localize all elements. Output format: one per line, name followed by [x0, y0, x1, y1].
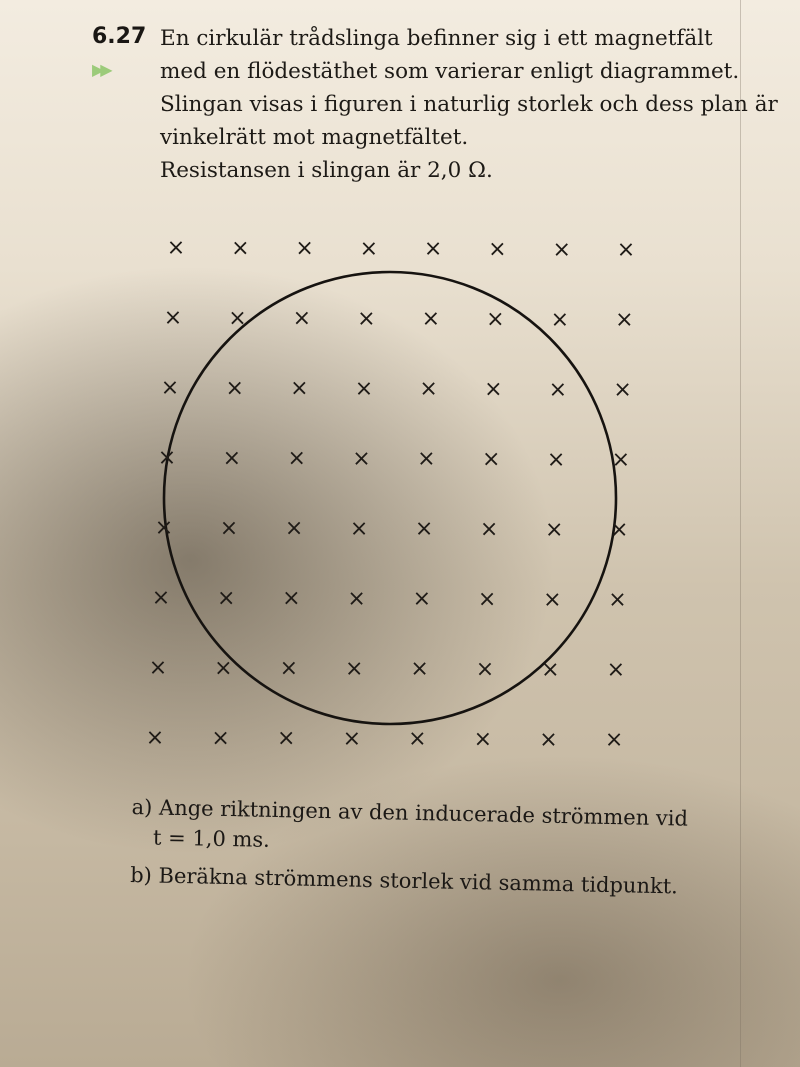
field-cross-mark: ×	[543, 587, 562, 613]
field-cross-mark: ×	[354, 376, 374, 402]
field-cross-mark: ×	[216, 585, 236, 611]
field-cross-mark: ×	[539, 727, 558, 753]
field-cross-mark: ×	[616, 237, 636, 263]
field-cross-mark: ×	[552, 237, 571, 263]
field-cross-mark: ×	[475, 657, 495, 682]
field-cross-mark: ×	[166, 235, 186, 261]
field-cross-mark: ×	[352, 446, 371, 472]
field-cross-mark: ×	[231, 235, 250, 261]
field-cross-mark: ×	[541, 657, 560, 683]
field-cross-mark: ×	[481, 447, 501, 472]
field-cross-mark: ×	[154, 515, 174, 541]
field-cross-mark: ×	[410, 656, 429, 682]
field-cross-mark: ×	[419, 376, 438, 402]
field-cross-mark: ×	[609, 517, 629, 543]
field-cross-mark: ×	[282, 586, 301, 612]
field-cross-mark: ×	[486, 307, 505, 332]
question-a: a) Ange riktningen av den inducerade strömmen vid	[131, 794, 689, 831]
field-cross-mark: ×	[290, 376, 309, 402]
field-cross-mark: ×	[211, 725, 230, 751]
field-cross-mark: ×	[357, 306, 376, 332]
field-cross-mark: ×	[295, 236, 314, 262]
field-cross-mark: ×	[292, 306, 312, 332]
field-cross-mark: ×	[163, 305, 183, 331]
field-cross-mark: ×	[546, 447, 566, 473]
field-cross-mark: ×	[604, 727, 624, 753]
field-cross-mark: ×	[148, 655, 168, 681]
field-cross-mark: ×	[276, 726, 296, 752]
field-cross-mark: ×	[219, 515, 239, 541]
field-cross-mark: ×	[344, 656, 364, 682]
field-cross-mark: ×	[606, 657, 626, 683]
field-cross-mark: ×	[412, 586, 432, 612]
problem-number: 6.27	[92, 24, 147, 49]
question-b: b) Beräkna strömmens storlek vid samma tidpunkt.	[130, 862, 679, 899]
field-cross-mark: ×	[359, 236, 379, 262]
field-cross-mark: ×	[342, 726, 362, 752]
field-cross-mark: ×	[145, 725, 165, 751]
question-a-time: t = 1,0 ms.	[152, 825, 271, 852]
field-cross-mark: ×	[488, 237, 507, 262]
problem-text-line: Resistansen i slingan är 2,0 Ω.	[160, 158, 493, 183]
field-cross-mark: ×	[349, 516, 369, 542]
field-cross-mark: ×	[611, 447, 631, 473]
field-cross-mark: ×	[225, 375, 244, 401]
field-cross-mark: ×	[423, 236, 443, 262]
field-cross-mark: ×	[484, 377, 503, 402]
problem-text-line: med en flödestäthet som varierar enligt diagrammet.	[160, 59, 740, 84]
field-cross-mark: ×	[279, 656, 299, 682]
field-cross-mark: ×	[550, 307, 570, 333]
field-cross-mark: ×	[548, 377, 568, 403]
field-cross-mark: ×	[408, 726, 427, 752]
problem-text-line: Slingan visas i figuren i naturlig storlek och dess plan är	[160, 92, 778, 117]
field-cross-mark: ×	[421, 306, 441, 332]
field-cross-mark: ×	[228, 305, 247, 331]
field-cross-mark: ×	[479, 517, 499, 542]
double-arrow-icon: ▶▶	[92, 60, 109, 79]
field-cross-mark: ×	[284, 516, 304, 542]
field-cross-mark: ×	[477, 587, 497, 612]
field-cross-mark: ×	[151, 585, 171, 611]
questions	[130, 792, 732, 903]
field-cross-mark: ×	[222, 445, 242, 471]
field-cross-mark: ×	[417, 446, 436, 472]
problem-text-line: En cirkulär trådslinga befinner sig i ett magnetfält	[160, 26, 713, 51]
field-cross-mark: ×	[544, 517, 564, 543]
field-cross-mark: ×	[287, 446, 306, 472]
field-cross-mark: ×	[347, 586, 366, 612]
field-cross-mark: ×	[160, 375, 180, 401]
problem-text-line: vinkelrätt mot magnetfältet.	[160, 125, 469, 150]
field-cross-mark: ×	[214, 655, 233, 681]
field-marks	[146, 236, 635, 753]
field-cross-mark: ×	[613, 377, 632, 403]
field-cross-mark: ×	[414, 516, 434, 542]
field-cross-mark: ×	[157, 445, 177, 471]
field-cross-mark: ×	[473, 727, 493, 752]
field-cross-mark: ×	[615, 307, 634, 333]
field-cross-mark: ×	[608, 587, 627, 613]
